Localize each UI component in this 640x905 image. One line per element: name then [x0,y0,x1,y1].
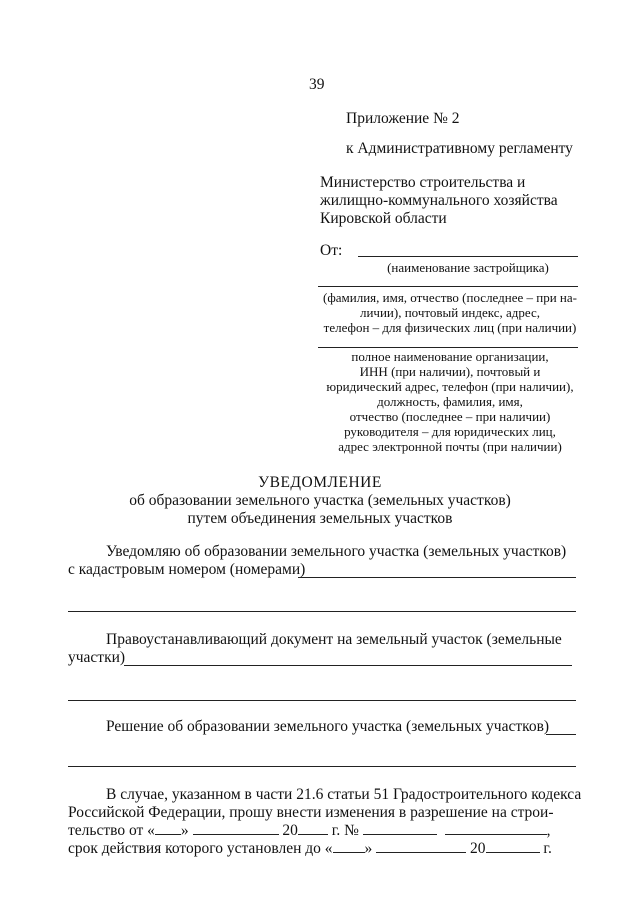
recipient-line-1: Министерство строительства и [320,174,526,191]
validity-year-prefix: 20 [470,840,486,857]
page-number: 39 [309,76,325,93]
cadastral-number-field[interactable] [298,577,576,578]
legal-caption-7: адрес электронной почты (при наличии) [338,439,562,454]
cadastral-number-field-continued[interactable] [68,611,576,612]
validity-year-field[interactable] [486,840,540,853]
title-document-line-1: Правоустанавливающий документ на земельный участок (земельные [106,631,562,648]
permit-month-field[interactable] [193,822,279,835]
legal-caption-2: ИНН (при наличии), почтовый и [359,364,541,379]
notice-subtitle-2: путем объединения земельных участков [187,510,453,527]
permit-validity-prefix: срок действия которого установлен до « [68,840,333,857]
validity-year-suffix: г. [543,840,552,857]
notice-subtitle-1: об образовании земельного участка (земельных участков) [129,492,511,509]
validity-month-field[interactable] [376,840,466,853]
recipient-line-2: жилищно-коммунального хозяйства [320,192,558,209]
permit-date-row [68,822,550,840]
permit-number-field[interactable] [363,822,437,835]
permit-number-label: г. № [331,822,359,839]
individual-info-line [318,286,578,287]
permit-number-field-extra[interactable] [445,822,547,835]
recipient-line-3: Кировской области [320,210,447,227]
individual-caption-1: (фамилия, имя, отчество (последнее – при на- [323,290,577,305]
permit-day-close: » [180,822,189,839]
developer-name-line [358,256,578,257]
developer-caption: (наименование застройщика) [387,260,549,275]
validity-day-close: » [364,840,373,857]
appendix-subtitle: к Административному регламенту [346,140,573,157]
amendment-paragraph-line-2: Российской Федерации, прошу внести изменения в разрешение на строи- [68,804,554,821]
cadastral-paragraph-line-1: Уведомляю об образовании земельного участка (земельных участков) [106,543,567,560]
permit-year-prefix: 20 [282,822,298,839]
appendix-title: Приложение № 2 [346,110,460,127]
legal-info-line [318,347,578,348]
formation-decision-label: Решение об образовании земельного участка (земельных участков) [106,718,550,735]
title-document-field[interactable] [124,665,572,666]
validity-day-field[interactable] [333,840,365,853]
formation-decision-field-continued[interactable] [68,766,576,767]
individual-caption-2: личии), почтовый индекс, адрес, [359,305,541,320]
from-label: От: [320,242,343,259]
individual-caption-3: телефон – для физических лиц (при наличии) [323,320,577,335]
title-document-field-continued[interactable] [68,700,576,701]
formation-decision-field[interactable] [546,734,576,735]
amendment-paragraph-line-1: В случае, указанном в части 21.6 статьи 51 Градостроительного кодекса [106,786,582,803]
permit-year-field[interactable] [298,822,328,835]
permit-validity-row [68,840,552,858]
permit-number-comma: , [546,822,551,839]
legal-caption-3: юридический адрес, телефон (при наличии), [326,379,574,394]
title-document-line-2: участки) [68,649,126,666]
cadastral-paragraph-line-2: с кадастровым номером (номерами) [68,561,306,578]
legal-caption-4: должность, фамилия, имя, [377,394,523,409]
legal-caption-6: руководителя – для юридических лиц, [344,424,556,439]
notice-title: УВЕДОМЛЕНИЕ [258,474,382,491]
legal-caption-1: полное наименование организации, [351,349,549,364]
permit-day-field[interactable] [155,822,181,835]
legal-caption-5: отчество (последнее – при наличии) [349,409,551,424]
permit-date-prefix: тельство от « [68,822,155,839]
